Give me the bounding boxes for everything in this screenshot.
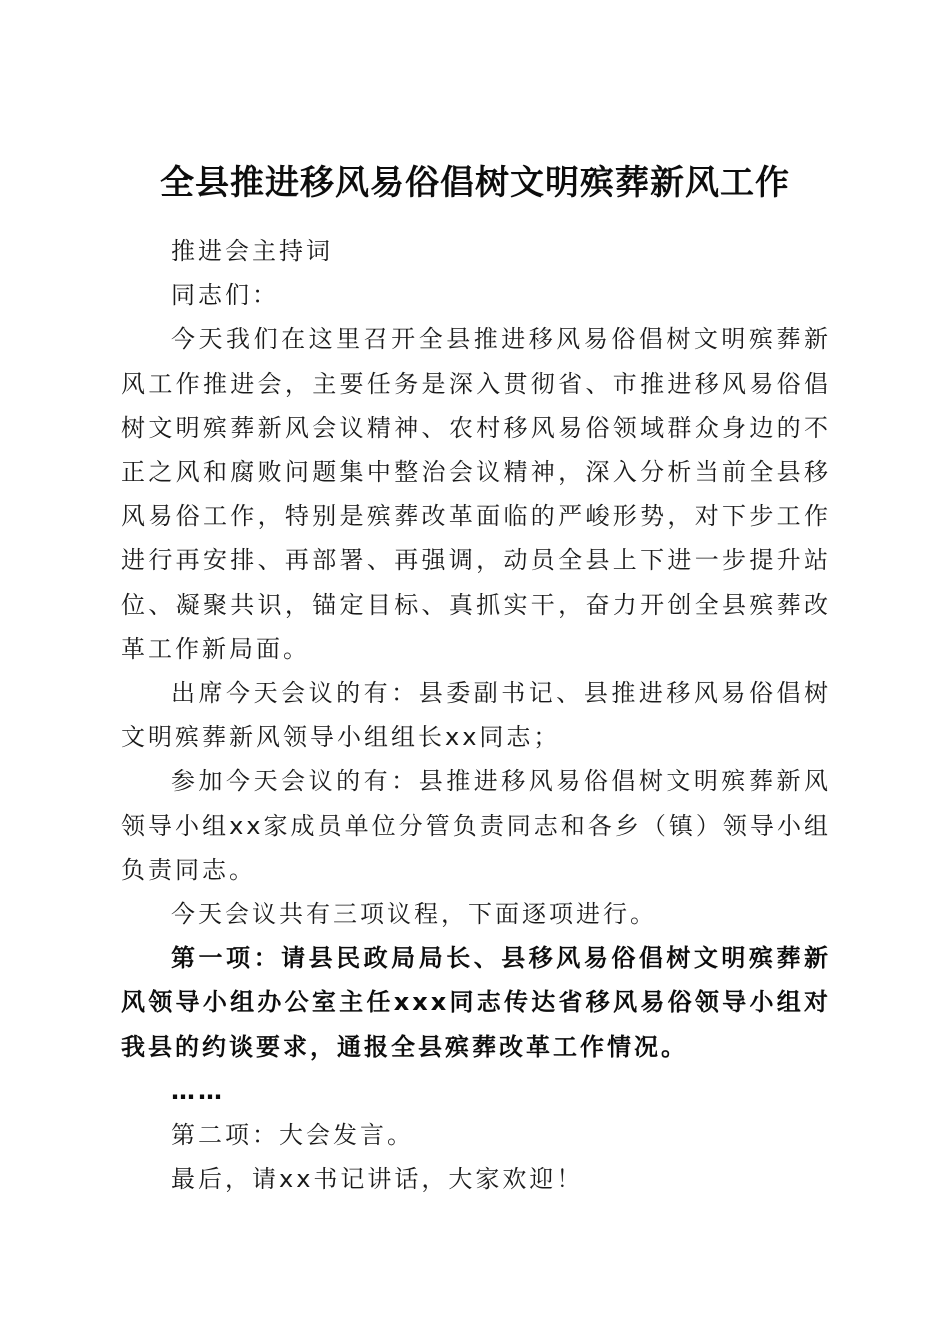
- attendees-paragraph: 出席今天会议的有：县委副书记、县推进移风易俗倡树文明殡葬新风领导小组组长xx同志；: [121, 679, 831, 752]
- intro-paragraph: 今天我们在这里召开全县推进移风易俗倡树文明殡葬新风工作推进会，主要任务是深入贯彻省、市推进移风易俗倡树文明殡葬新风会议精神、农村移风易俗领域群众身边的不正之风和腐败问题集中整治会议精神，深入分析当前全县移风易俗工作，特别是殡葬改革面临的严峻形势，对下步工作进行再安排、再部署、再强调，动员全县上下进一步提升站位、凝聚共识，锚定目标、真抓实干，奋力开创全县殡葬改革工作新局面。: [121, 325, 831, 663]
- document-title: 全县推进移风易俗倡树文明殡葬新风工作: [160, 162, 790, 203]
- ellipsis-paragraph: ……: [171, 1076, 225, 1105]
- document-body: [121, 229, 831, 1201]
- subtitle-paragraph: 推进会主持词: [171, 237, 333, 265]
- agenda-item-1-paragraph: 第一项：请县民政局局长、县移风易俗倡树文明殡葬新风领导小组办公室主任xxx同志传达省移风易俗领导小组对我县的约谈要求，通报全县殡葬改革工作情况。: [121, 944, 831, 1061]
- salutation-paragraph: 同志们：: [171, 281, 279, 310]
- agenda-paragraph: 今天会议共有三项议程，下面逐项进行。: [171, 900, 657, 929]
- participants-paragraph: 参加今天会议的有：县推进移风易俗倡树文明殡葬新风领导小组xx家成员单位分管负责同志和各乡（镇）领导小组负责同志。: [121, 767, 831, 884]
- agenda-item-2-paragraph: 第二项：大会发言。: [171, 1121, 414, 1150]
- closing-paragraph: 最后，请xx书记讲话，大家欢迎！: [171, 1165, 584, 1194]
